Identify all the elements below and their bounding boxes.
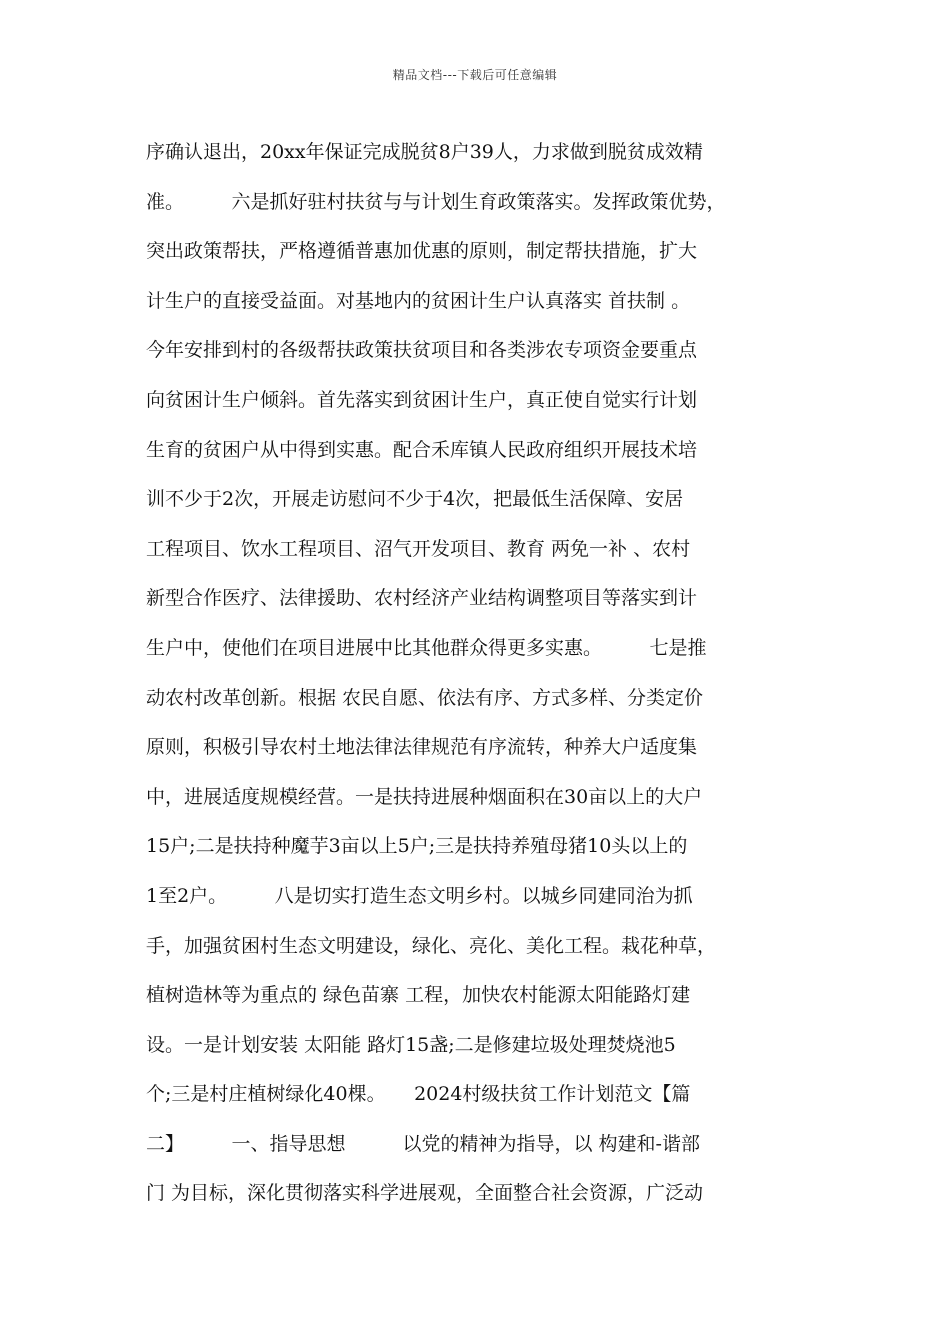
text-line: 门 为目标，深化贯彻落实科学进展观，全面整合社会资源，广泛动 bbox=[146, 1182, 704, 1205]
text-line: 生户中，使他们在项目进展中比其他群众得更多实惠。 七是推 bbox=[146, 636, 707, 659]
text-line: 手，加强贫困村生态文明建设，绿化、亮化、美化工程。栽花种草， bbox=[146, 934, 717, 957]
document-body bbox=[146, 128, 826, 1219]
text-line: 植树造林等为重点的 绿色苗寨 工程，加快农村能源太阳能路灯建 bbox=[146, 984, 691, 1007]
text-line: 15户;二是扶持种魔芋3亩以上5户;三是扶持养殖母猪10头以上的 bbox=[146, 835, 688, 858]
text-line: 工程项目、饮水工程项目、沼气开发项目、教育 两免一补 、农村 bbox=[146, 537, 691, 560]
text-line: 准。 六是抓好驻村扶贫与与计划生育政策落实。发挥政策优势， bbox=[146, 190, 726, 213]
text-line: 计生户的直接受益面。对基地内的贫困计生户认真落实 首扶制 。 bbox=[146, 289, 691, 312]
text-line: 训不少于2次，开展走访慰问不少于4次，把最低生活保障、安居 bbox=[146, 488, 684, 511]
text-line: 突出政策帮扶，严格遵循普惠加优惠的原则，制定帮扶措施，扩大 bbox=[146, 240, 698, 263]
text-line: 生育的贫困户从中得到实惠。配合禾库镇人民政府组织开展技术培 bbox=[146, 438, 698, 461]
text-line: 中，进展适度规模经营。一是扶持进展种烟面积在30亩以上的大户 bbox=[146, 785, 703, 808]
text-line: 向贫困计生户倾斜。首先落实到贫困计生户，真正使自觉实行计划 bbox=[146, 388, 698, 411]
text-line: 今年安排到村的各级帮扶政策扶贫项目和各类涉农专项资金要重点 bbox=[146, 339, 698, 362]
page-header: 精品文档---下载后可任意编辑 bbox=[392, 68, 558, 82]
text-line: 动农村改革创新。根据 农民自愿、依法有序、方式多样、分类定价 bbox=[146, 686, 704, 709]
text-line: 原则，积极引导农村土地法律法律规范有序流转，种养大户适度集 bbox=[146, 736, 698, 759]
text-line: 设。一是计划安装 太阳能 路灯15盏;二是修建垃圾处理焚烧池5 bbox=[146, 1033, 676, 1056]
text-line: 个;三是村庄植树绿化40棵。 2024村级扶贫工作计划范文【篇 bbox=[146, 1083, 691, 1106]
text-line: 1至2户。 八是切实打造生态文明乡村。以城乡同建同治为抓 bbox=[146, 884, 693, 907]
text-line: 序确认退出，20xx年保证完成脱贫8户39人，力求做到脱贫成效精 bbox=[146, 141, 703, 163]
text-line: 二】 一、指导思想 以党的精神为指导，以 构建和-谐部 bbox=[146, 1132, 700, 1155]
text-line: 新型合作医疗、法律援助、农村经济产业结构调整项目等落实到计 bbox=[146, 587, 698, 610]
